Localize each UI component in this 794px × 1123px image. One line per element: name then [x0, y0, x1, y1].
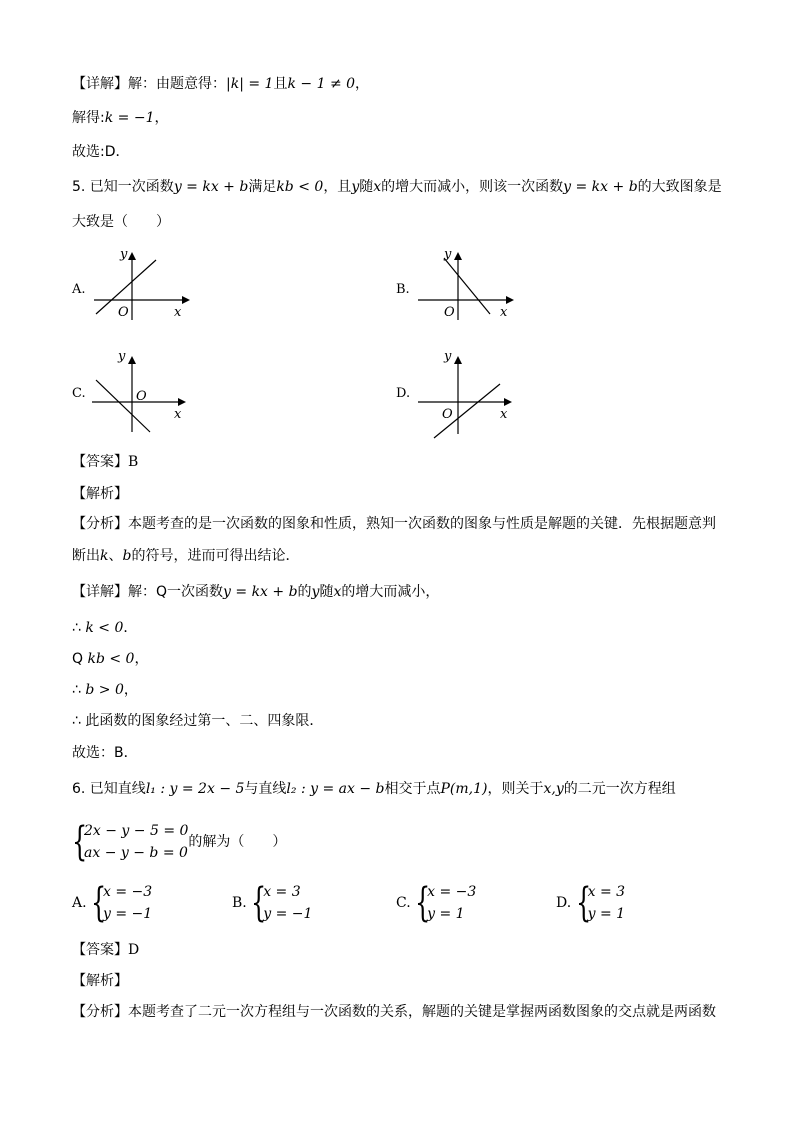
equation-system: { 2x − y − 5 = 0 ax − y − b = 0	[72, 819, 189, 865]
text: 的二元一次方程组	[563, 781, 676, 797]
q5-option-a-label[interactable]: A.	[72, 282, 86, 297]
q6-option-a[interactable]	[72, 880, 152, 926]
analysis-5-line-1	[72, 514, 716, 534]
origin-label: O	[136, 389, 147, 404]
math: k < 0	[85, 620, 124, 636]
question-6-system	[72, 820, 286, 864]
option-label: D.	[556, 895, 572, 911]
option-label: B.	[232, 895, 247, 911]
q5-option-b-graph[interactable]	[414, 244, 524, 324]
answer-value: B	[128, 454, 139, 470]
since-symbol: Q	[156, 584, 168, 600]
option-system: { x = −3 y = 1	[415, 880, 477, 926]
origin-label: O	[442, 407, 453, 422]
equation-1: 2x − y − 5 = 0	[84, 823, 189, 839]
text: ，则关于	[487, 781, 544, 797]
math-x: x	[333, 584, 342, 600]
math-k: k	[100, 548, 109, 564]
detail-text: 解：由题意得：	[128, 76, 226, 92]
option-y: y = 1	[427, 906, 465, 922]
analysis-5-line-2	[72, 546, 299, 566]
text: 的	[297, 584, 312, 600]
text: 一次函数	[167, 584, 224, 600]
therefore-symbol: ∴	[72, 682, 81, 698]
y-label: y	[444, 247, 452, 262]
x-label: x	[500, 407, 508, 422]
solve-prefix: 解得:	[72, 110, 105, 126]
math-y: y	[311, 584, 320, 600]
q5-option-a-graph[interactable]	[90, 244, 200, 324]
punct: ．	[123, 620, 138, 636]
x-axis-arrow	[178, 398, 186, 406]
option-y: y = 1	[587, 906, 626, 922]
q5-option-c-graph[interactable]	[90, 344, 200, 436]
q6-option-d[interactable]	[556, 880, 625, 926]
text: 断出	[72, 548, 100, 564]
answer-5	[72, 452, 138, 472]
option-x: x = −3	[427, 884, 477, 900]
text: 、	[108, 548, 123, 564]
q5-math-kb: kb < 0	[276, 179, 324, 195]
q5-math-fn: y = kx + b	[173, 179, 249, 195]
origin-label: O	[444, 305, 455, 320]
q5-text-c: ，且	[323, 179, 352, 195]
math-k-value: k = −1	[104, 110, 155, 126]
function-line	[96, 380, 150, 432]
analysis-tag: 【分析】	[72, 1004, 128, 1020]
x-axis-arrow	[182, 296, 190, 304]
analysis-text: 本题考查了二元一次方程组与一次函数的关系，解题的关键是掌握两函数图象的交点就是两函数	[128, 1004, 716, 1020]
text: 此函数的图象经过第一、二、四象限．	[85, 713, 324, 729]
punct: ，	[123, 682, 138, 698]
text: 解：	[128, 584, 156, 600]
text: 的增大而减小，	[341, 584, 440, 600]
q5-option-d-graph[interactable]	[414, 344, 524, 440]
text: 的解为（ ）	[188, 834, 287, 850]
math-abs-k: |k| = 1	[226, 76, 274, 92]
answer-6	[72, 940, 139, 960]
step-1	[72, 618, 137, 638]
math: kb < 0	[87, 651, 135, 667]
option-system: { x = −3 y = −1	[91, 880, 153, 926]
q5-text-b: 满足	[248, 179, 277, 195]
y-axis-arrow	[128, 252, 136, 260]
analysis-6-line-1	[72, 1002, 716, 1022]
option-label: C.	[396, 895, 411, 911]
x-axis-arrow	[504, 398, 512, 406]
y-axis-arrow	[454, 356, 462, 364]
q5-math-fn-2: y = kx + b	[563, 179, 638, 195]
answer-value: D	[128, 942, 140, 958]
punct: ，	[134, 651, 149, 667]
x-label: x	[174, 407, 182, 422]
detail-5-line-1	[72, 582, 439, 602]
step-3	[72, 680, 138, 700]
solve-line	[72, 108, 168, 128]
therefore-symbol: ∴	[72, 713, 81, 729]
text: 相交于点	[384, 781, 441, 797]
q5-text-e: 的增大而减小，则该一次函数	[381, 179, 564, 195]
x-axis-arrow	[506, 296, 514, 304]
analysis-text: 本题考查的是一次函数的图象和性质，熟知一次函数的图象与性质是解题的关键．先根据题意判	[128, 516, 716, 532]
y-label: y	[444, 349, 452, 364]
y-label: y	[120, 247, 128, 262]
math-b: b	[122, 548, 132, 564]
math-l2: l₂ : y = ax − b	[286, 781, 385, 797]
detail-line-1	[72, 74, 369, 94]
text: 随	[319, 584, 334, 600]
x-label: x	[174, 305, 182, 320]
step-4	[72, 711, 323, 731]
answer-tag: 【答案】	[72, 942, 128, 958]
option-system: { x = 3 y = 1	[575, 880, 626, 926]
option-x: x = 3	[587, 884, 626, 900]
question-5-line-1	[72, 177, 722, 197]
text: 的符号，进而可得出结论．	[131, 548, 300, 564]
option-system: { x = 3 y = −1	[251, 880, 313, 926]
text: 与直线	[244, 781, 287, 797]
therefore-symbol: ∴	[72, 620, 81, 636]
y-axis-arrow	[128, 356, 136, 364]
analysis-heading-5: 【解析】	[72, 486, 128, 502]
equation-2: ax − y − b = 0	[84, 845, 188, 861]
y-label: y	[118, 349, 126, 364]
choose-line: 故选:D．	[72, 144, 130, 160]
q5-text-d: 随	[359, 179, 374, 195]
math-point-p: P(m,1)	[440, 781, 488, 797]
q6-option-b[interactable]	[232, 880, 312, 926]
detail-tag: 【详解】	[72, 584, 128, 600]
math: b > 0	[85, 682, 124, 698]
analysis-heading-6: 【解析】	[72, 973, 128, 989]
answer-tag: 【答案】	[72, 454, 128, 470]
math-fn: y = kx + b	[223, 584, 298, 600]
option-label: A.	[72, 895, 87, 911]
math-k-minus-1: k − 1 ≠ 0	[287, 76, 356, 92]
punct: ，	[355, 76, 370, 92]
step-5: 故选：B．	[72, 745, 138, 761]
option-x: x = 3	[263, 884, 301, 900]
origin-label: O	[118, 305, 129, 320]
question-6-line-1	[72, 779, 676, 799]
option-x: x = −3	[103, 884, 153, 900]
punct: ，	[154, 110, 169, 126]
question-5-line-2: 大致是（ ）	[72, 214, 170, 230]
q5-text-f: 的大致图象是	[637, 179, 722, 195]
q5-option-b-label[interactable]: B.	[396, 282, 410, 297]
step-2	[72, 649, 148, 669]
detail-tag: 【详解】	[72, 76, 128, 92]
q5-option-d-label[interactable]: D.	[396, 386, 411, 401]
math-xy: x,y	[543, 781, 564, 797]
q5-option-c-label[interactable]: C.	[72, 386, 86, 401]
option-y: y = −1	[263, 906, 313, 922]
since-symbol: Q	[72, 651, 84, 667]
text: 6. 已知直线	[72, 781, 146, 797]
q5-math-y: y	[351, 179, 360, 195]
x-label: x	[500, 305, 508, 320]
q5-math-x: x	[373, 179, 382, 195]
analysis-tag: 【分析】	[72, 516, 128, 532]
and-text: 且	[273, 76, 288, 92]
option-y: y = −1	[103, 906, 153, 922]
math-l1: l₁ : y = 2x − 5	[145, 781, 245, 797]
y-axis-arrow	[454, 252, 462, 260]
q5-text-a: 5. 已知一次函数	[72, 179, 174, 195]
q6-option-c[interactable]	[396, 880, 476, 926]
